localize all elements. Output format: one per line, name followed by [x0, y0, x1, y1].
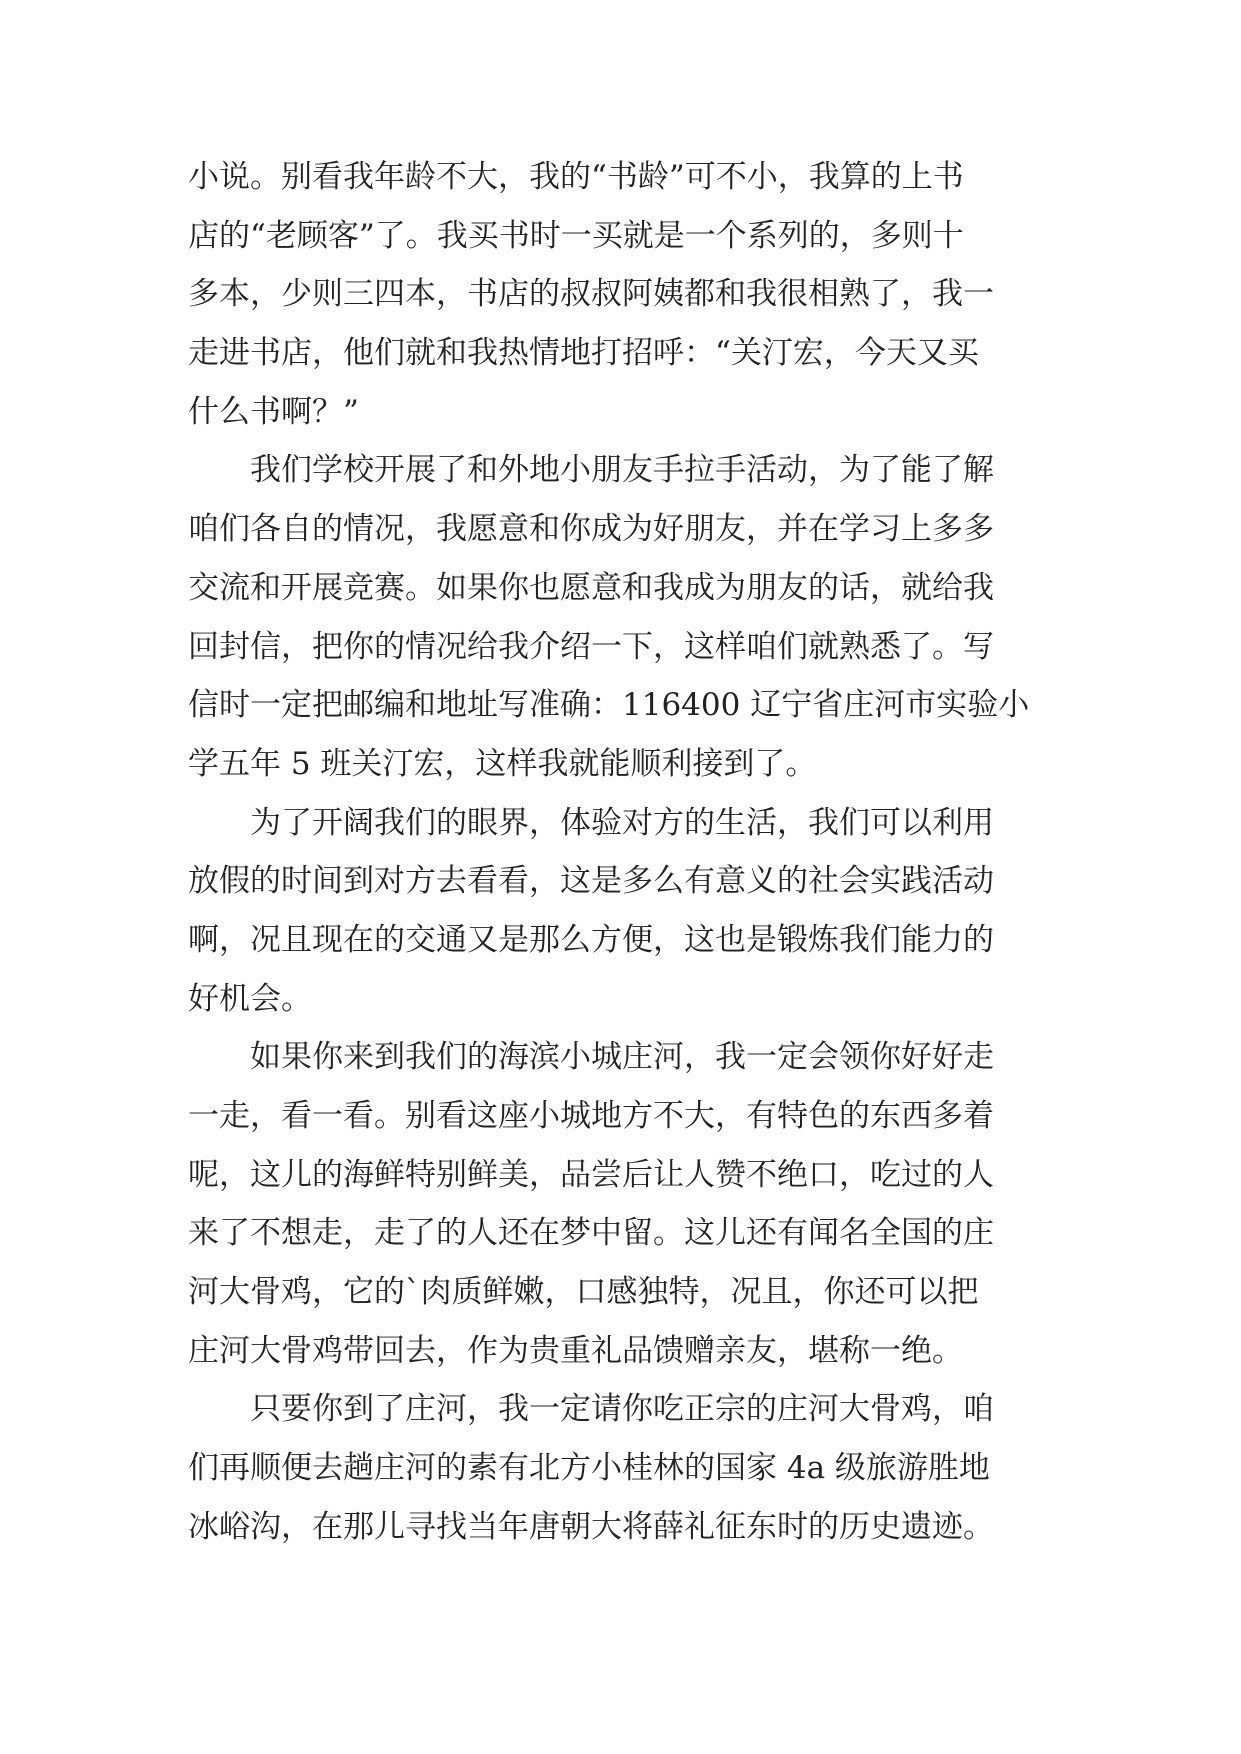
- text-line: 店的“老顾客”了。我买书时一买就是一个系列的，多则十: [188, 217, 964, 254]
- text-line: 如果你来到我们的海滨小城庄河，我一定会领你好好走: [250, 1039, 994, 1076]
- text-line: 多本，少则三四本，书店的叔叔阿姨都和我很相熟了，我一: [188, 276, 994, 313]
- text-line: 庄河大骨鸡带回去，作为贵重礼品馈赠亲友，堪称一绝。: [188, 1332, 963, 1369]
- text-line: 学五年 5 班关汀宏，这样我就能顺利接到了。: [188, 745, 817, 782]
- text-line: 好机会。: [188, 980, 312, 1017]
- text-line: 走进书店，他们就和我热情地打招呼：“关汀宏，今天又买: [188, 335, 979, 372]
- text-line: 信时一定把邮编和地址写准确：116400 辽宁省庄河市实验小: [188, 687, 1030, 724]
- text-line: 交流和开展竞赛。如果你也愿意和我成为朋友的话，就给我: [188, 569, 994, 606]
- text-line: 为了开阔我们的眼界，体验对方的生活，我们可以利用: [250, 804, 994, 841]
- text-line: 只要你到了庄河，我一定请你吃正宗的庄河大骨鸡，咱: [250, 1391, 994, 1428]
- text-line: 我们学校开展了和外地小朋友手拉手活动，为了能了解: [250, 452, 994, 489]
- text-line: 小说。别看我年龄不大，我的“书龄”可不小，我算的上书: [188, 159, 964, 195]
- text-line: 咱们各自的情况，我愿意和你成为好朋友，并在学习上多多: [188, 511, 994, 548]
- text-line: 啊，况且现在的交通又是那么方便，这也是锻炼我们能力的: [188, 921, 994, 958]
- text-line: 河大骨鸡，它的`肉质鲜嫩，口感独特，况且，你还可以把: [188, 1274, 979, 1311]
- text-line: 呢，这儿的海鲜特别鲜美，品尝后让人赞不绝口，吃过的人: [188, 1156, 994, 1193]
- text-line: 放假的时间到对方去看看，这是多么有意义的社会实践活动: [188, 863, 994, 900]
- text-line: 冰峪沟，在那儿寻找当年唐朝大将薛礼征东时的历史遗迹。: [188, 1508, 994, 1545]
- body-text: [188, 148, 1068, 1557]
- text-line: 们再顺便去趟庄河的素有北方小桂林的国家 4a 级旅游胜地: [188, 1450, 990, 1487]
- text-line: 回封信，把你的情况给我介绍一下，这样咱们就熟悉了。写: [188, 628, 994, 665]
- text-line: 什么书啊？”: [188, 393, 359, 430]
- text-line: 来了不想走，走了的人还在梦中留。这儿还有闻名全国的庄: [188, 1215, 994, 1252]
- text-line: 一走，看一看。别看这座小城地方不大，有特色的东西多着: [188, 1098, 994, 1134]
